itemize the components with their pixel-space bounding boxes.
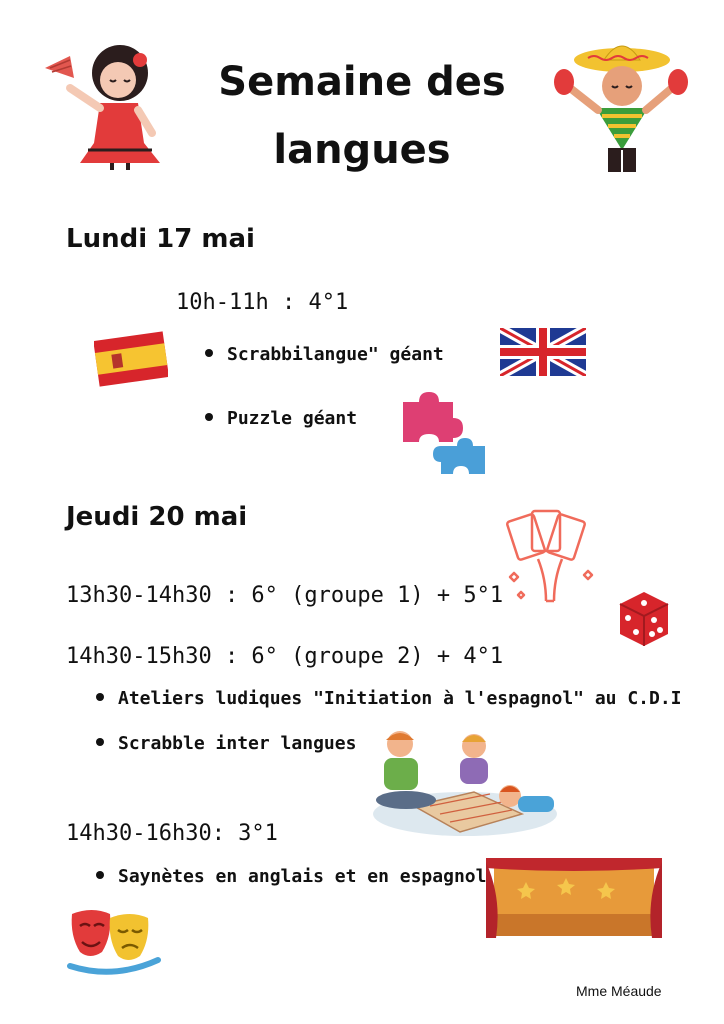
playing-cards-icon [498,505,603,610]
mariachi-boy-illustration [548,38,693,178]
theater-masks-icon [66,904,162,978]
thursday-slot-3: 14h30-16h30: 3°1 [66,821,278,846]
dice-icon [614,588,672,650]
monday-item-1: Scrabbilangue" géant [205,344,444,365]
signature: Mme Méaude [576,983,662,999]
thursday-slot-1: 13h30-14h30 : 6° (groupe 1) + 5°1 [66,583,504,608]
spain-flag-icon [94,328,168,388]
thursday-item-1: Ateliers ludiques "Initiation à l'espagnol" au C.D.I [96,688,682,709]
flamenco-dancer-illustration [40,38,170,173]
title-line-2: langues [273,127,451,173]
puzzle-pieces-icon [395,390,490,480]
uk-flag-icon [500,328,586,376]
children-playing-scrabble-illustration [370,726,560,838]
monday-heading: Lundi 17 mai [66,224,255,254]
thursday-item-3: Saynètes en anglais et en espagnol [96,866,486,887]
thursday-item-2: Scrabble inter langues [96,733,356,754]
thursday-slot-2: 14h30-15h30 : 6° (groupe 2) + 4°1 [66,644,504,669]
thursday-heading: Jeudi 20 mai [66,502,248,532]
title-line-1: Semaine des [218,59,506,105]
page-title [150,48,574,184]
theater-stage-icon [486,858,662,940]
monday-slot: 10h-11h : 4°1 [176,290,349,315]
monday-item-2: Puzzle géant [205,408,357,429]
